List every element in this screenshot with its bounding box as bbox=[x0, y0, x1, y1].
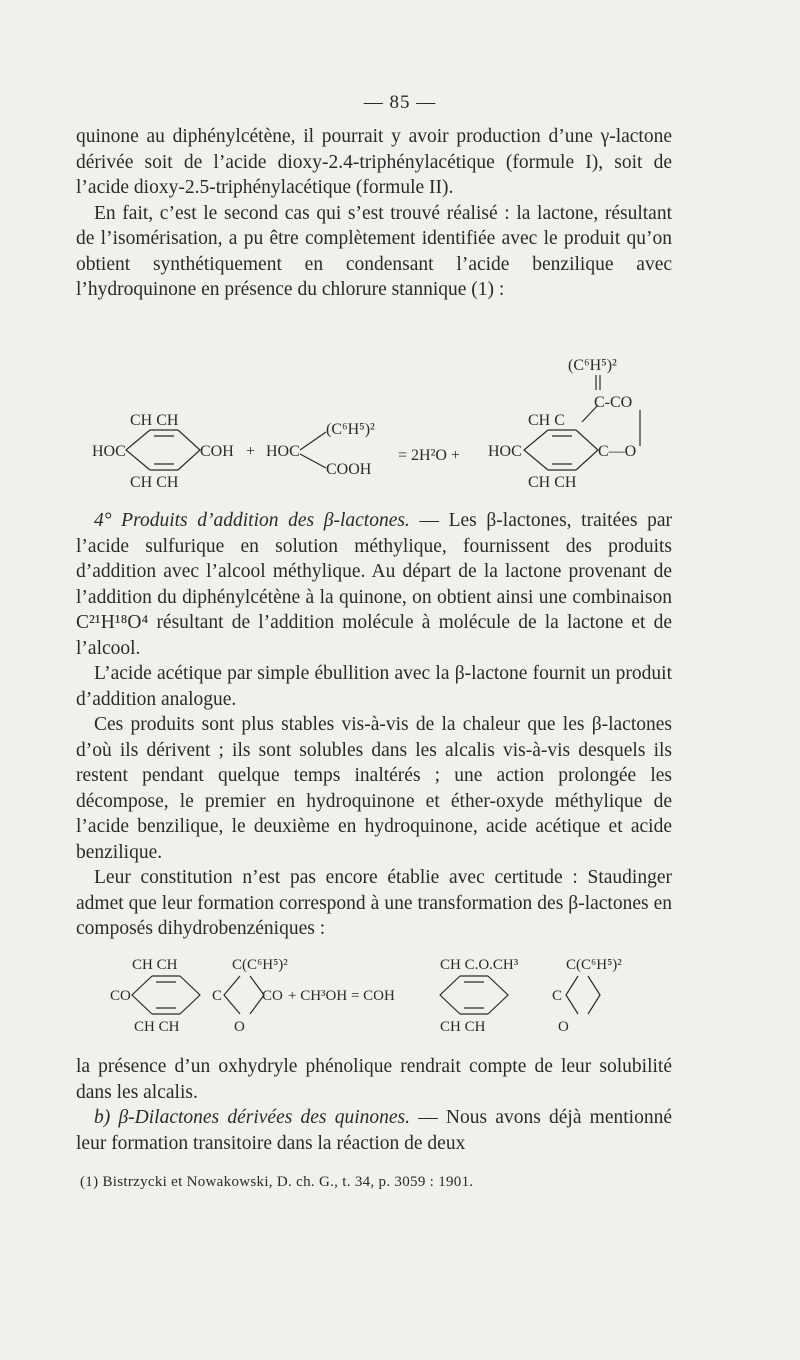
r1-equals: = 2H²O + bbox=[398, 447, 460, 464]
paragraph-6: Leur constitution n’est pas encore établie avec certitude : Staudinger admet que leur formation correspond à une transformation des β-lactones en composés dihydrobenzéniques : bbox=[76, 867, 672, 939]
lower-text-block bbox=[76, 1054, 672, 1156]
r1-hq-top: CH CH bbox=[130, 412, 179, 429]
r1-acid-left: HOC bbox=[266, 443, 300, 460]
r1-hq-left: HOC bbox=[92, 443, 126, 460]
r1-prod-group: (C⁶H⁵)² bbox=[568, 357, 617, 374]
r1-hq-ring bbox=[126, 430, 200, 470]
r2-left-c: C bbox=[212, 988, 223, 1004]
paragraph-8-body: — Nous avons déjà mentionné leur formation transitoire dans la réaction de deux bbox=[76, 1107, 672, 1154]
r2-left-o: O bbox=[234, 1019, 245, 1035]
paragraph-8 bbox=[76, 1105, 672, 1156]
paragraph-4: L’acide acétique par simple ébullition avec la β-lactone fournit un produit d’addition analogue. bbox=[76, 663, 672, 710]
r1-acid-up: (C⁶H⁵)² bbox=[326, 421, 375, 438]
r2-right-top: CH C.O.CH³ bbox=[440, 957, 519, 973]
r1-prod-co: C-CO bbox=[594, 394, 633, 411]
paragraph-3-title: 4° Produits d’addition des β-lactones. bbox=[94, 510, 410, 531]
r2-left-rings bbox=[132, 976, 264, 1014]
r1-hq-right: COH bbox=[200, 443, 234, 460]
paragraph-3 bbox=[76, 508, 672, 661]
paragraph-8-label: b) β-Dilactones dérivées des quinones. bbox=[94, 1107, 410, 1128]
r2-left-bottom: CH CH bbox=[134, 1019, 180, 1035]
r2-middle: + CH³OH = COH bbox=[288, 988, 395, 1004]
reaction-1-formula bbox=[0, 350, 800, 500]
paragraph-5: Ces produits sont plus stables vis-à-vis de la chaleur que les β-lactones d’où ils dérivent ; ils sont solubles dans les alcalis vis-à-vis desquels ils restent pendant quelque temps inaltérés ; une action prolongée les décompose, le premier en hydroquinone et éther-oxyde méthylique de l’acide benzilique, le deuxième en hydroquinone, acide acétique et acide benzilique. bbox=[76, 714, 672, 863]
r2-left-top: CH CH bbox=[132, 957, 178, 973]
r2-right-c: C bbox=[552, 988, 563, 1004]
r2-right-bottom: CH CH bbox=[440, 1019, 486, 1035]
r2-right-o: O bbox=[558, 1019, 569, 1035]
r1-plus: + bbox=[246, 443, 256, 460]
r2-left-co2: CO bbox=[262, 988, 283, 1004]
paragraph-1: quinone au diphénylcétène, il pourrait y avoir production d’une γ-lactone dérivée soit de l’acide dioxy-2.4-triphénylacétique (formule I), soit de l’acide dioxy-2.5-triphénylacétique (formule II). bbox=[76, 126, 672, 198]
r1-prod-top: CH C bbox=[528, 412, 565, 429]
r2-right-group: C(C⁶H⁵)² bbox=[566, 957, 622, 973]
footnote: (1) Bistrzycki et Nowakowski, D. ch. G., t. 34, p. 3059 : 1901. bbox=[80, 1174, 474, 1190]
paragraph-7: la présence d’un oxhydryle phénolique rendrait compte de leur solubilité dans les alcalis. bbox=[76, 1056, 672, 1103]
r1-prod-left: HOC bbox=[488, 443, 522, 460]
r2-left-co: CO bbox=[110, 988, 131, 1004]
middle-text-block bbox=[76, 508, 672, 942]
reaction-2-formula bbox=[0, 945, 800, 1045]
r2-left-group: C(C⁶H⁵)² bbox=[232, 957, 288, 973]
r1-prod-right: C—O bbox=[598, 443, 637, 460]
r1-acid-down: COOH bbox=[326, 461, 372, 478]
r2-right-rings bbox=[440, 976, 600, 1014]
page-number: — 85 — bbox=[363, 92, 437, 113]
paragraph-3-body: — Les β-lactones, traitées par l’acide sulfurique en solution méthylique, fournissent des produits d’addition avec l’alcool méthylique. Au départ de la lactone provenant de l’addition du diphénylcétène à la quinone, on obtient ainsi une combinaison C²¹H¹⁸O⁴ résultant de l’addition molécule à molécule de la lactone et de l’alcool. bbox=[76, 510, 672, 659]
r1-hq-bottom: CH CH bbox=[130, 474, 179, 491]
upper-text-block bbox=[76, 124, 672, 303]
r1-acid-bonds bbox=[300, 432, 326, 468]
r1-prod-bottom: CH CH bbox=[528, 474, 577, 491]
paragraph-2: En fait, c’est le second cas qui s’est trouvé réalisé : la lactone, résultant de l’isomérisation, a pu être complètement identifiée avec le produit qu’on obtient synthétiquement en condensant l’acide benzilique avec l’hydroquinone en présence du chlorure stannique (1) : bbox=[76, 202, 672, 300]
